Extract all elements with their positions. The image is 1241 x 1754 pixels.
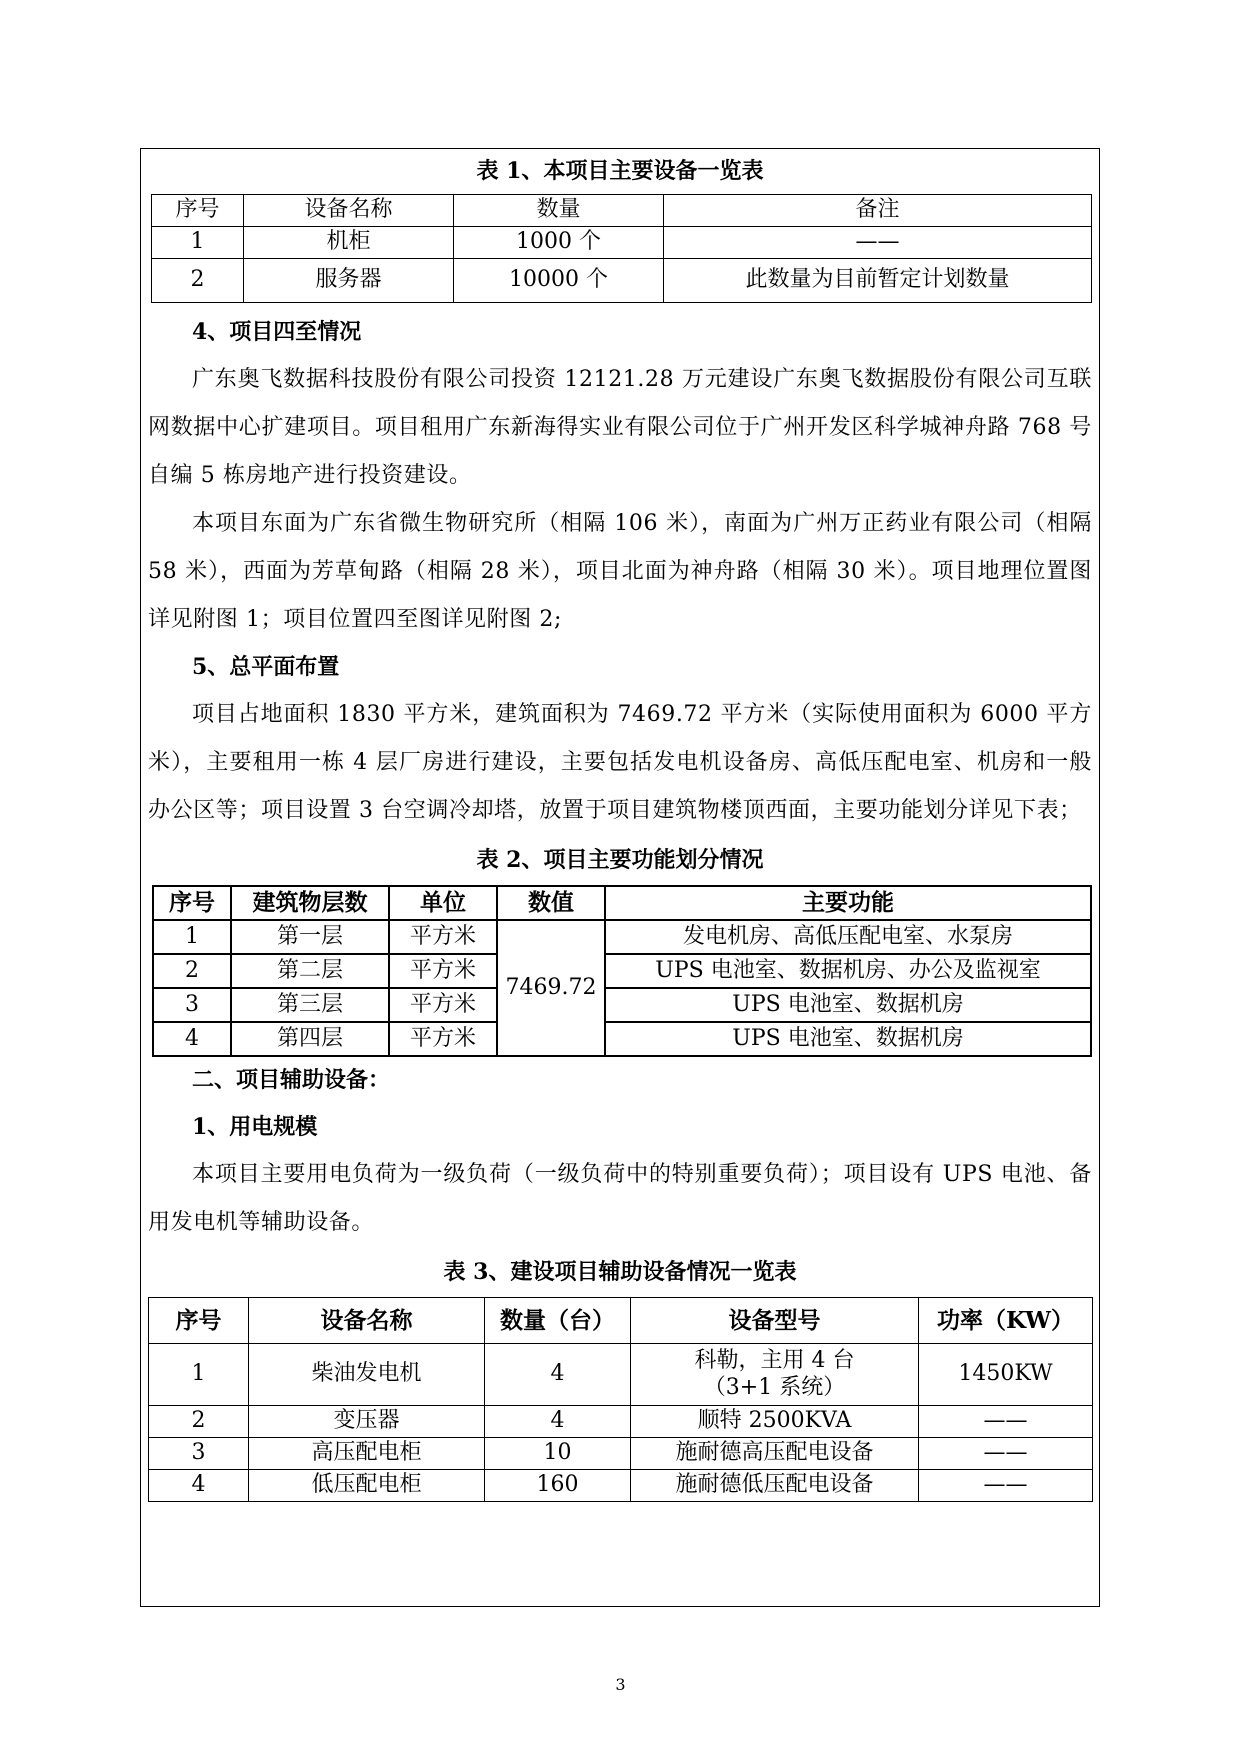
- table-row: [149, 1470, 1093, 1502]
- document-body: [148, 148, 1092, 1502]
- table2-cell: 平方米: [389, 1022, 497, 1056]
- table3-cell: 3: [149, 1438, 249, 1470]
- table3-cell: 4: [149, 1470, 249, 1502]
- table1-cell: ——: [664, 227, 1092, 259]
- table3-cell: ——: [919, 1438, 1093, 1470]
- table1-cell: 1: [152, 227, 244, 259]
- table1-header: 设备名称: [244, 195, 454, 227]
- table3-cell: 1: [149, 1344, 249, 1406]
- table1-cell: 10000 个: [454, 259, 664, 303]
- table3-model-line2: （3+1 系统）: [703, 1374, 846, 1400]
- table1-caption: 表 1、本项目主要设备一览表: [476, 158, 764, 184]
- table2-cell: 3: [153, 988, 231, 1022]
- table3-cell: 低压配电柜: [249, 1470, 485, 1502]
- table-row: [149, 1438, 1093, 1470]
- table3-cell: 10: [485, 1438, 631, 1470]
- table-row: [153, 954, 1091, 988]
- aux-subheading: 1、用电规模: [192, 1114, 318, 1140]
- table-row: [153, 1022, 1091, 1056]
- table1-header: 序号: [152, 195, 244, 227]
- table3: [148, 1297, 1093, 1502]
- page-number: 3: [615, 1675, 626, 1694]
- table3-cell: 变压器: [249, 1406, 485, 1438]
- table2-cell: 第二层: [231, 954, 389, 988]
- table2-cell: UPS 电池室、数据机房、办公及监视室: [605, 954, 1091, 988]
- table2-cell: 2: [153, 954, 231, 988]
- table1-cell: 服务器: [244, 259, 454, 303]
- table3-cell: 1450KW: [919, 1344, 1093, 1406]
- table-row: [149, 1344, 1093, 1406]
- section4-paragraph-2: 本项目东面为广东省微生物研究所（相隔 106 米），南面为广州万正药业有限公司（相隔 58 米），西面为芳草甸路（相隔 28 米），项目北面为神舟路（相隔 30 米）。项目地理位置图详见附图 1；项目位置四至图详见附图 2;: [148, 511, 1092, 632]
- table2-merged-value: 7469.72: [497, 920, 605, 1056]
- table3-cell: 施耐德高压配电设备: [631, 1438, 919, 1470]
- table2-header: 序号: [153, 886, 231, 920]
- table3-header-row: [149, 1298, 1093, 1344]
- table3-model-line1: 科勒，主用 4 台: [694, 1348, 855, 1374]
- table3-cell: 4: [485, 1406, 631, 1438]
- table2-cell: 4: [153, 1022, 231, 1056]
- table3-cell: 2: [149, 1406, 249, 1438]
- table-row: [152, 227, 1092, 259]
- table3-header: 数量（台）: [485, 1298, 631, 1344]
- table3-cell: ——: [919, 1470, 1093, 1502]
- table3-cell: 施耐德低压配电设备: [631, 1470, 919, 1502]
- table1-header: 数量: [454, 195, 664, 227]
- table-row: [153, 920, 1091, 954]
- table2-header: 主要功能: [605, 886, 1091, 920]
- table3-cell: 高压配电柜: [249, 1438, 485, 1470]
- table1-cell: 2: [152, 259, 244, 303]
- table2-header: 建筑物层数: [231, 886, 389, 920]
- table2-cell: 平方米: [389, 920, 497, 954]
- table2-cell: UPS 电池室、数据机房: [605, 988, 1091, 1022]
- aux-paragraph-1: 本项目主要用电负荷为一级负荷（一级负荷中的特别重要负荷）；项目设有 UPS 电池、备用发电机等辅助设备。: [148, 1162, 1092, 1235]
- table3-cell: 4: [485, 1344, 631, 1406]
- table2-cell: 第一层: [231, 920, 389, 954]
- table2-header: 数值: [497, 886, 605, 920]
- table3-header: 序号: [149, 1298, 249, 1344]
- table1: [151, 194, 1092, 303]
- section4-heading: 4、项目四至情况: [192, 319, 362, 345]
- table2-cell: 1: [153, 920, 231, 954]
- section5-heading: 5、总平面布置: [192, 654, 340, 680]
- table3-cell: 顺特 2500KVA: [631, 1406, 919, 1438]
- table2-cell: 第三层: [231, 988, 389, 1022]
- table3-cell: 柴油发电机: [249, 1344, 485, 1406]
- table2-caption: 表 2、项目主要功能划分情况: [476, 847, 764, 873]
- section5-paragraph-1: 项目占地面积 1830 平方米，建筑面积为 7469.72 平方米（实际使用面积为 6000 平方米），主要租用一栋 4 层厂房进行建设，主要包括发电机设备房、高低压配电室、机房和一般办公区等；项目设置 3 台空调冷却塔，放置于项目建筑物楼顶西面，主要功能划分详见下表；: [148, 702, 1092, 823]
- table-row: [152, 259, 1092, 303]
- section4-paragraph-1: 广东奥飞数据科技股份有限公司投资 12121.28 万元建设广东奥飞数据股份有限公司互联网数据中心扩建项目。项目租用广东新海得实业有限公司位于广州开发区科学城神舟路 768 号自编 5 栋房地产进行投资建设。: [148, 367, 1092, 488]
- table2-header-row: [153, 886, 1091, 920]
- table2-cell: 平方米: [389, 954, 497, 988]
- table2-cell: 第四层: [231, 1022, 389, 1056]
- table1-cell: 此数量为目前暂定计划数量: [664, 259, 1092, 303]
- aux-heading: 二、项目辅助设备：: [192, 1067, 391, 1093]
- table3-header: 设备名称: [249, 1298, 485, 1344]
- table3-cell: 160: [485, 1470, 631, 1502]
- table2-cell: 发电机房、高低压配电室、水泵房: [605, 920, 1091, 954]
- table1-cell: 1000 个: [454, 227, 664, 259]
- table2-header: 单位: [389, 886, 497, 920]
- table1-header-row: [152, 195, 1092, 227]
- table2-cell: 平方米: [389, 988, 497, 1022]
- table1-header: 备注: [664, 195, 1092, 227]
- table1-cell: 机柜: [244, 227, 454, 259]
- table-row: [149, 1406, 1093, 1438]
- table3-cell: ——: [919, 1406, 1093, 1438]
- table2-cell: UPS 电池室、数据机房: [605, 1022, 1091, 1056]
- table-row: [153, 988, 1091, 1022]
- table2: [152, 885, 1092, 1057]
- table3-header: 设备型号: [631, 1298, 919, 1344]
- table3-header: 功率（KW）: [919, 1298, 1093, 1344]
- table3-caption: 表 3、建设项目辅助设备情况一览表: [443, 1259, 797, 1285]
- table3-cell-model: [631, 1344, 919, 1406]
